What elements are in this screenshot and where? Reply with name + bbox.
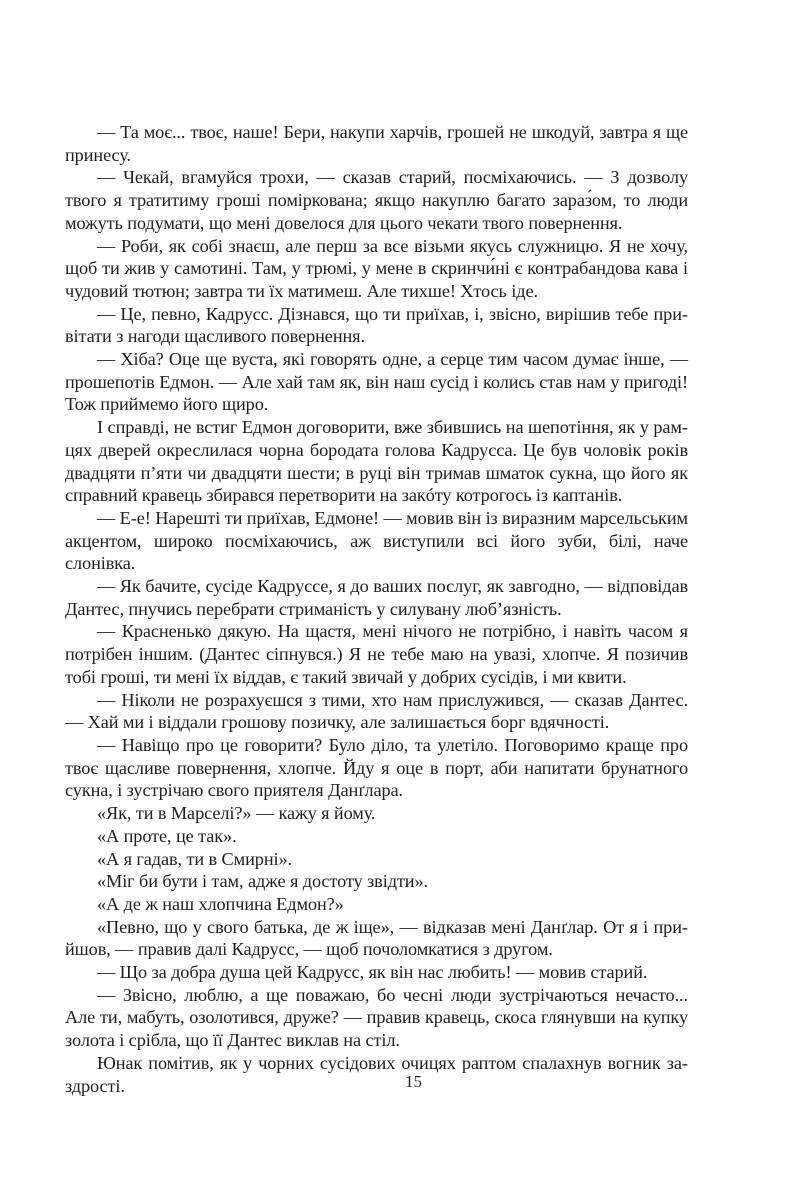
paragraph: — Е-е! Нарешті ти приїхав, Едмоне! — мовив він із виразним марсельським акцентом, широко посміхаючись, аж виступили всі його зуби, білі, наче слонівка.	[65, 507, 688, 574]
paragraph: — Та моє... твоє, наше! Бери, накупи харчів, грошей не шкодуй, завтра я ще принесу.	[65, 122, 688, 165]
paragraph: — Хіба? Оце ще вуста, які говорять одне, а серце тим часом думає інше, — прошепотів Едмон. — Але хай там як, він наш сусід і колись став нам у пригоді! Тож приймемо його щиро.	[65, 349, 688, 415]
paragraph: І справді, не встиг Едмон договорити, вже збившись на шепотіння, як у рамцях дверей окреслилася чорна бородата голова Кадрусса. Це був чоловік років двадцяти п’яти чи двадцяти шести; в руці він тримав шматок сукна, що його як справний кравець збирався перетворити на закóту котрогось із каптанів.	[65, 417, 688, 506]
page-number: 15	[405, 1072, 422, 1091]
paragraph: — Ніколи не розрахуєшся з тими, хто нам прислужився, — сказав Дантес. — Хай ми і віддали грошову позичку, але залишається борг вдячності.	[65, 689, 688, 733]
paragraph: Юнак помітив, як у чорних сусідових очицях раптом спалахнув вогник заздрості.	[65, 1052, 688, 1096]
paragraph: «А де ж наш хлопчина Едмон?»	[97, 893, 344, 914]
paragraph: «Певно, що у свого батька, де ж іще», — відказав мені Данґлар. От я і прийшов, — правив далі Кадрусс, — щоб почоломкатися з другом.	[65, 916, 688, 960]
paragraph: «Міг би бути і там, адже я достоту звідти».	[97, 871, 428, 892]
paragraph: «А я гадав, ти в Смирні».	[97, 848, 292, 869]
paragraph: — Чекай, вгамуйся трохи, — сказав старий, посміхаючись. — З дозволу твого я тратитиму гроші поміркована; якщо накуплю багато зараз́ом, то люди можуть подумати, що мені довелося для цього чекати твого повернення.	[65, 167, 688, 233]
paragraph: — Як бачите, сусіде Кадруссе, я до ваших послуг, як завгодно, — відповідав Дантес, пнучись перебрати стриманість у силувану люб’язність.	[65, 576, 688, 619]
paragraph: — Це, певно, Кадрусс. Дізнався, що ти приїхав, і, звісно, вирішив тебе привітати з нагоди щасливого повернення.	[65, 303, 688, 347]
paragraph: — Звісно, люблю, а ще поважаю, бо чесні люди зустрічаються нечасто... Але ти, мабуть, озолотився, друже? — правив кравець, скоса глянувши на купку золота і срібла, що її Дантес виклав на стіл.	[65, 984, 688, 1051]
paragraph: — Роби, як собі знаєш, але перш за все візьми якусь служницю. Я не хочу, щоб ти жив у самотині. Там, у трюмі, у мене в скринчи́ні є контрабандова кава і чудовий тютюн; завтра ти їх матимеш. Але тихше! Хтось іде.	[65, 235, 688, 301]
paragraph: — Навіщо про це говорити? Було діло, та улетіло. Поговоримо краще про твоє щасливе повернення, хлопче. Йду я оце в порт, аби напитати брунатного сукна, і зустрічаю свого приятеля Данґлара.	[65, 734, 688, 801]
paragraph: «Як, ти в Марселі?» — кажу я йому.	[97, 803, 376, 824]
paragraph: «А проте, це так».	[97, 825, 237, 846]
paragraph: — Що за добра душа цей Кадрусс, як він нас любить! — мовив старий.	[97, 962, 648, 983]
paragraph: — Красненько дякую. На щастя, мені нічого не потрібно, і навіть часом я потрібен іншим. (Дантес сіпнувся.) Я не тебе маю на увазі, хлопче. Я позичив тобі гроші, ти мені їх віддав, є такий звичай у добрих сусідів, і ми квити.	[65, 621, 688, 687]
page-body-text	[65, 121, 688, 1097]
